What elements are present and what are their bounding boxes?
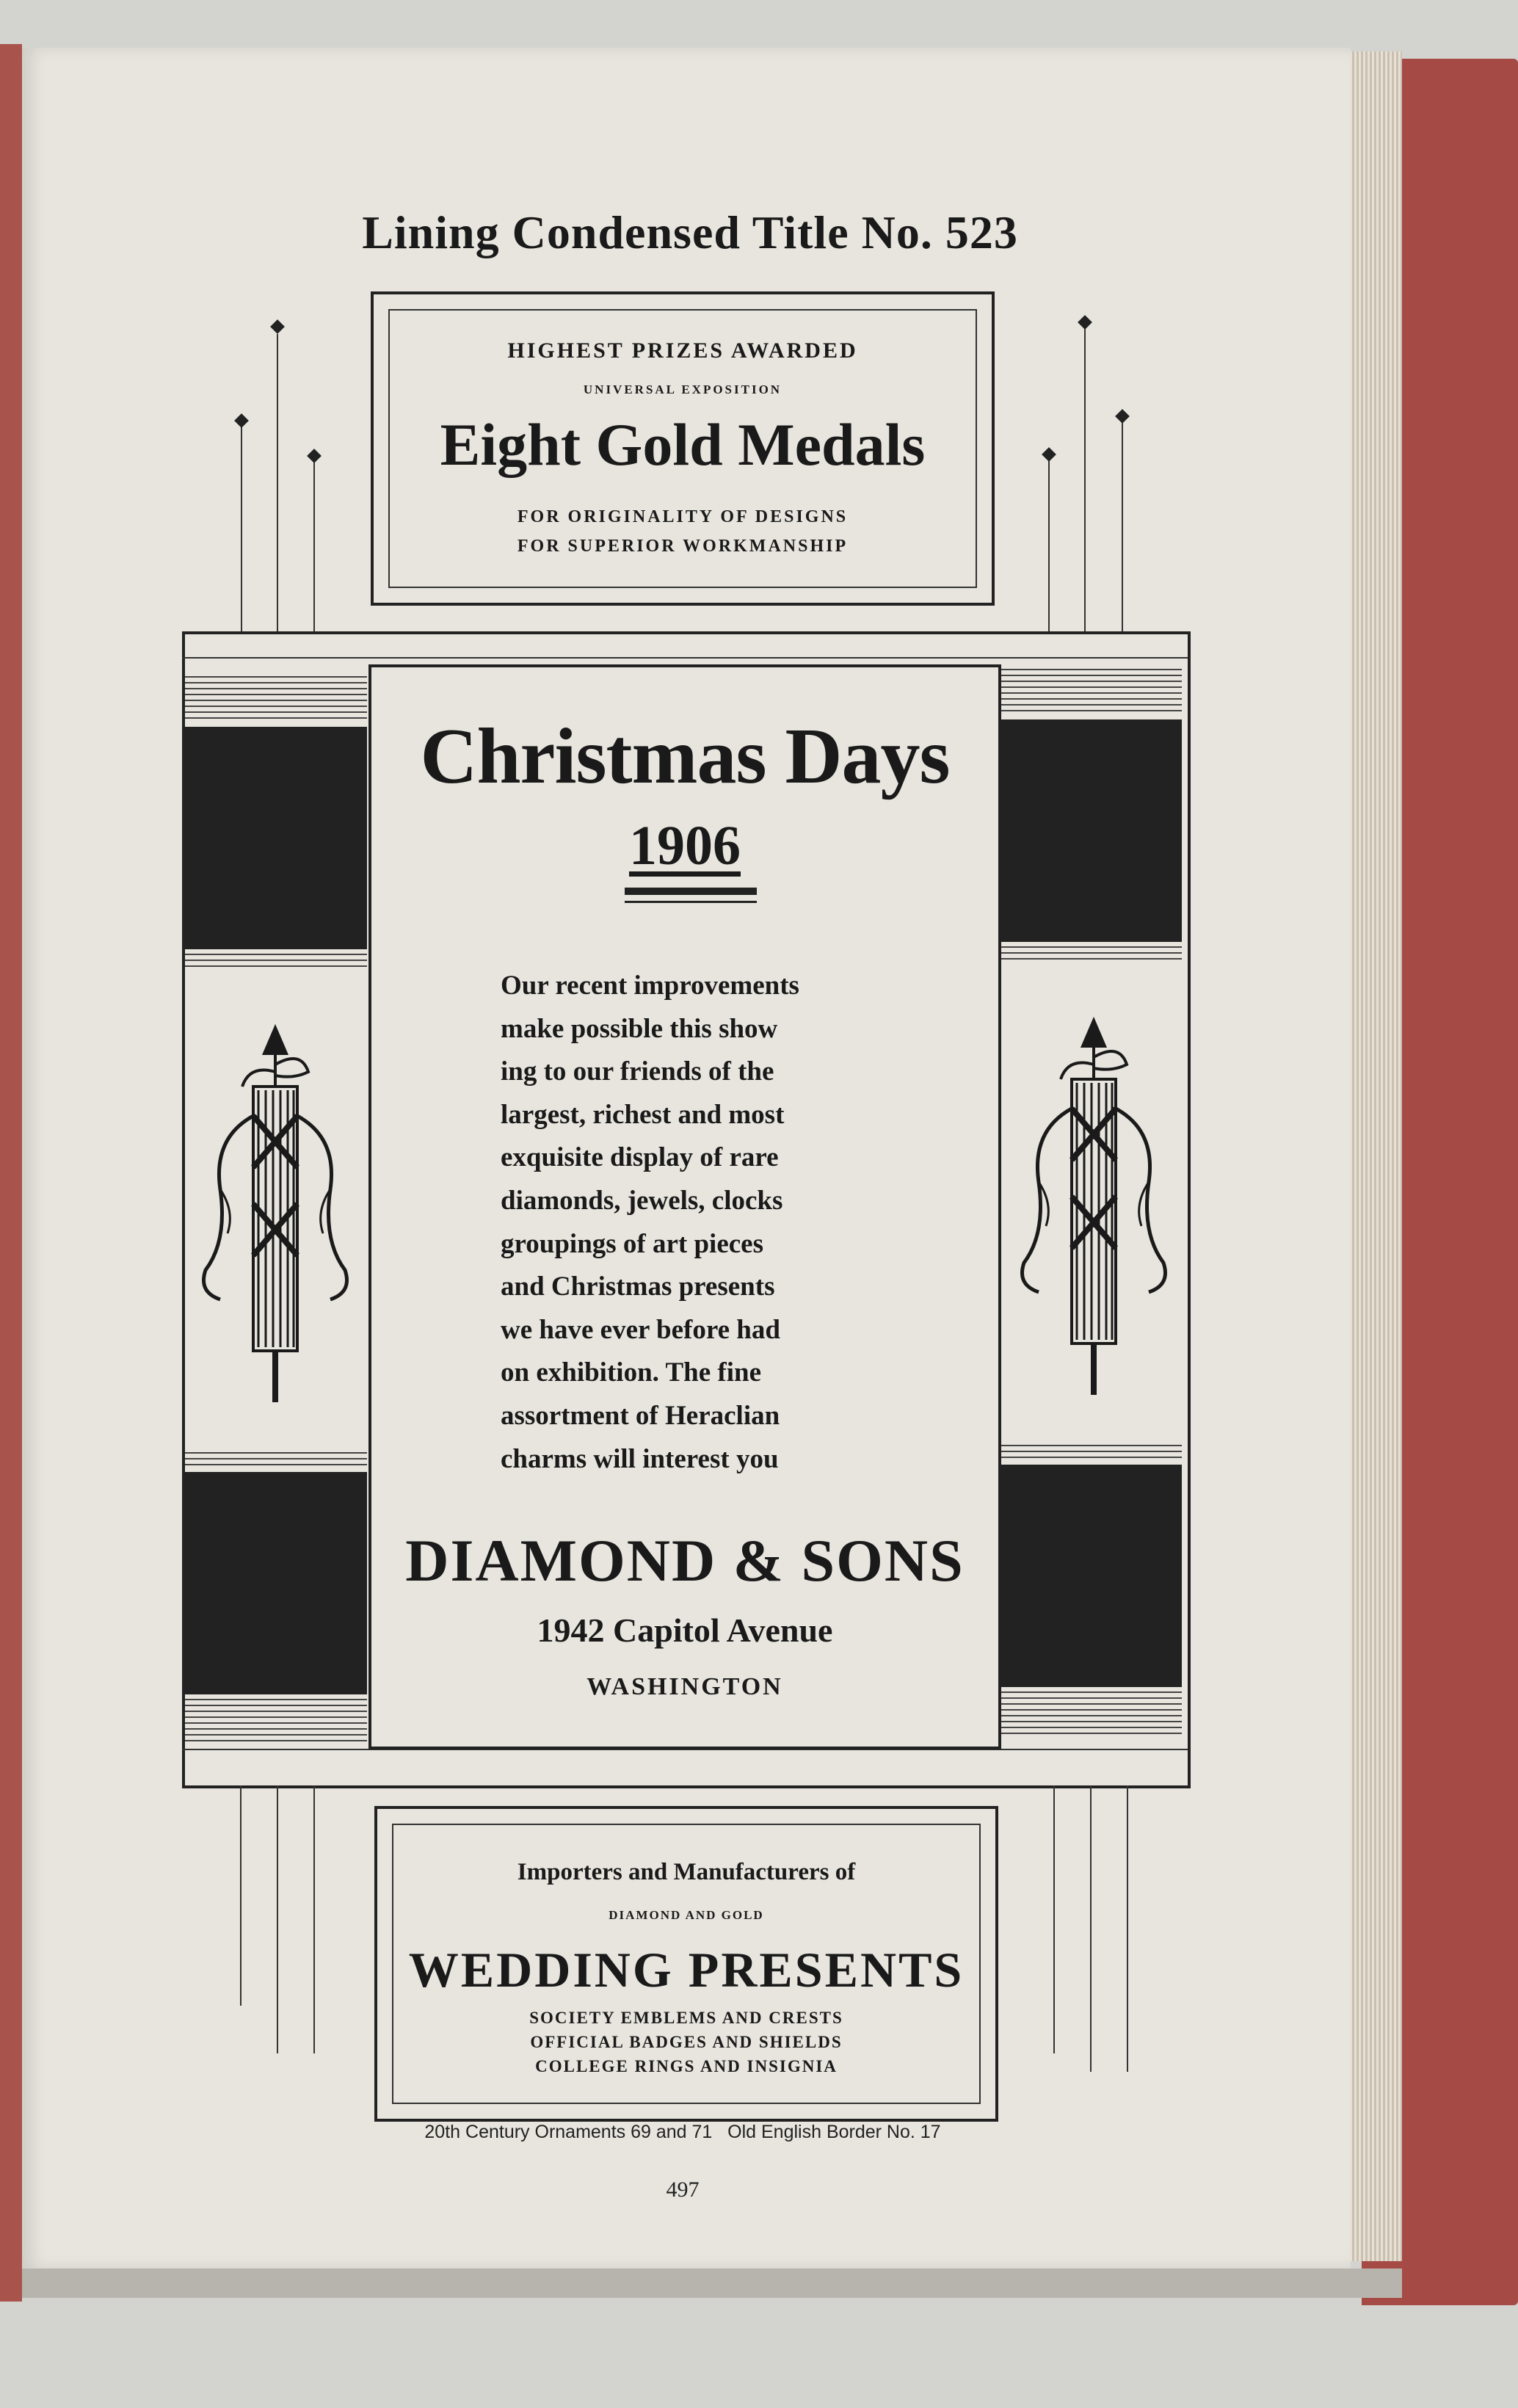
body-line: make possible this show <box>501 1013 778 1044</box>
ornament-caption: 20th Century Ornaments 69 and 71 Old English Border No. 17 <box>424 2122 941 2142</box>
company-city: WASHINGTON <box>586 1673 783 1700</box>
book-cover-left <box>0 44 22 2302</box>
rule-block <box>1001 942 1182 964</box>
page-edges <box>1343 51 1402 2261</box>
ornament-line <box>1053 1785 1055 2053</box>
body-line: ing to our friends of the <box>501 1056 774 1087</box>
ornament-line <box>240 1785 242 2006</box>
company-address: 1942 Capitol Avenue <box>537 1611 833 1649</box>
rule-block <box>185 1694 367 1746</box>
ornament-line <box>241 427 242 631</box>
body-line: groupings of art pieces <box>501 1228 764 1259</box>
top-line-3: FOR ORIGINALITY OF DESIGNS <box>517 507 849 526</box>
top-line-4: FOR SUPERIOR WORKMANSHIP <box>517 537 849 556</box>
fasces-ornament-icon <box>1017 1013 1171 1402</box>
ornament-line <box>313 1785 315 2053</box>
rule-block <box>185 949 367 971</box>
main-year: 1906 <box>629 815 741 877</box>
body-line: exquisite display of rare <box>501 1142 779 1173</box>
page-number: 497 <box>666 2177 700 2202</box>
rule-block <box>1001 1440 1182 1462</box>
bottom-advert-box <box>374 1806 998 2122</box>
rule-block <box>1001 664 1182 716</box>
company-name: DIAMOND & SONS <box>405 1527 965 1594</box>
body-line: diamonds, jewels, clocks <box>501 1185 783 1216</box>
body-line: largest, richest and most <box>501 1099 785 1130</box>
bottom-line-3: SOCIETY EMBLEMS AND CRESTS <box>529 2009 843 2027</box>
bottom-line-2: DIAMOND AND GOLD <box>609 1908 764 1922</box>
bottom-line-4: OFFICIAL BADGES AND SHIELDS <box>530 2033 843 2051</box>
body-line: charms will interest you <box>501 1443 779 1474</box>
top-line-1: HIGHEST PRIZES AWARDED <box>507 338 858 363</box>
top-advert-box <box>371 291 995 606</box>
page-title: Lining Condensed Title No. 523 <box>362 206 1018 258</box>
bottom-line-5: COLLEGE RINGS AND INSIGNIA <box>535 2057 838 2075</box>
quatrefoil-pattern <box>185 1472 367 1697</box>
ornament-line <box>1090 1785 1092 2072</box>
rule-block <box>185 672 367 723</box>
bottom-line-1: Importers and Manufacturers of <box>517 1859 856 1885</box>
top-headline: Eight Gold Medals <box>440 411 926 478</box>
quatrefoil-pattern <box>1001 719 1182 944</box>
body-line: Our recent improvements <box>501 971 799 1001</box>
rule-block <box>1001 1687 1182 1738</box>
body-line: on exhibition. The fine <box>501 1357 762 1388</box>
quatrefoil-pattern <box>185 727 367 951</box>
body-text <box>501 965 882 1481</box>
fasces-ornament-icon <box>198 1020 352 1410</box>
main-title: Christmas Days <box>420 713 950 800</box>
frame-rule <box>182 657 1188 659</box>
center-panel <box>368 664 1001 1749</box>
ornament-line <box>1127 1785 1128 2072</box>
body-line: we have ever before had <box>501 1314 780 1345</box>
quatrefoil-pattern <box>1001 1465 1182 1689</box>
ornament-line <box>277 334 278 631</box>
book-bottom-edge <box>22 2269 1402 2298</box>
ornament-line <box>1122 423 1123 631</box>
year-rule-thin <box>625 901 757 903</box>
body-line: assortment of Heraclian <box>501 1400 780 1431</box>
ornament-line <box>313 463 315 631</box>
ornament-line <box>1084 329 1086 631</box>
ornament-line <box>277 1785 278 2053</box>
bottom-headline: WEDDING PRESENTS <box>408 1942 965 1998</box>
ornament-line <box>1048 461 1050 631</box>
rule-block <box>185 1448 367 1470</box>
top-line-2: UNIVERSAL EXPOSITION <box>583 382 782 396</box>
body-line: and Christmas presents <box>501 1272 775 1302</box>
year-rule-thick <box>625 888 757 895</box>
